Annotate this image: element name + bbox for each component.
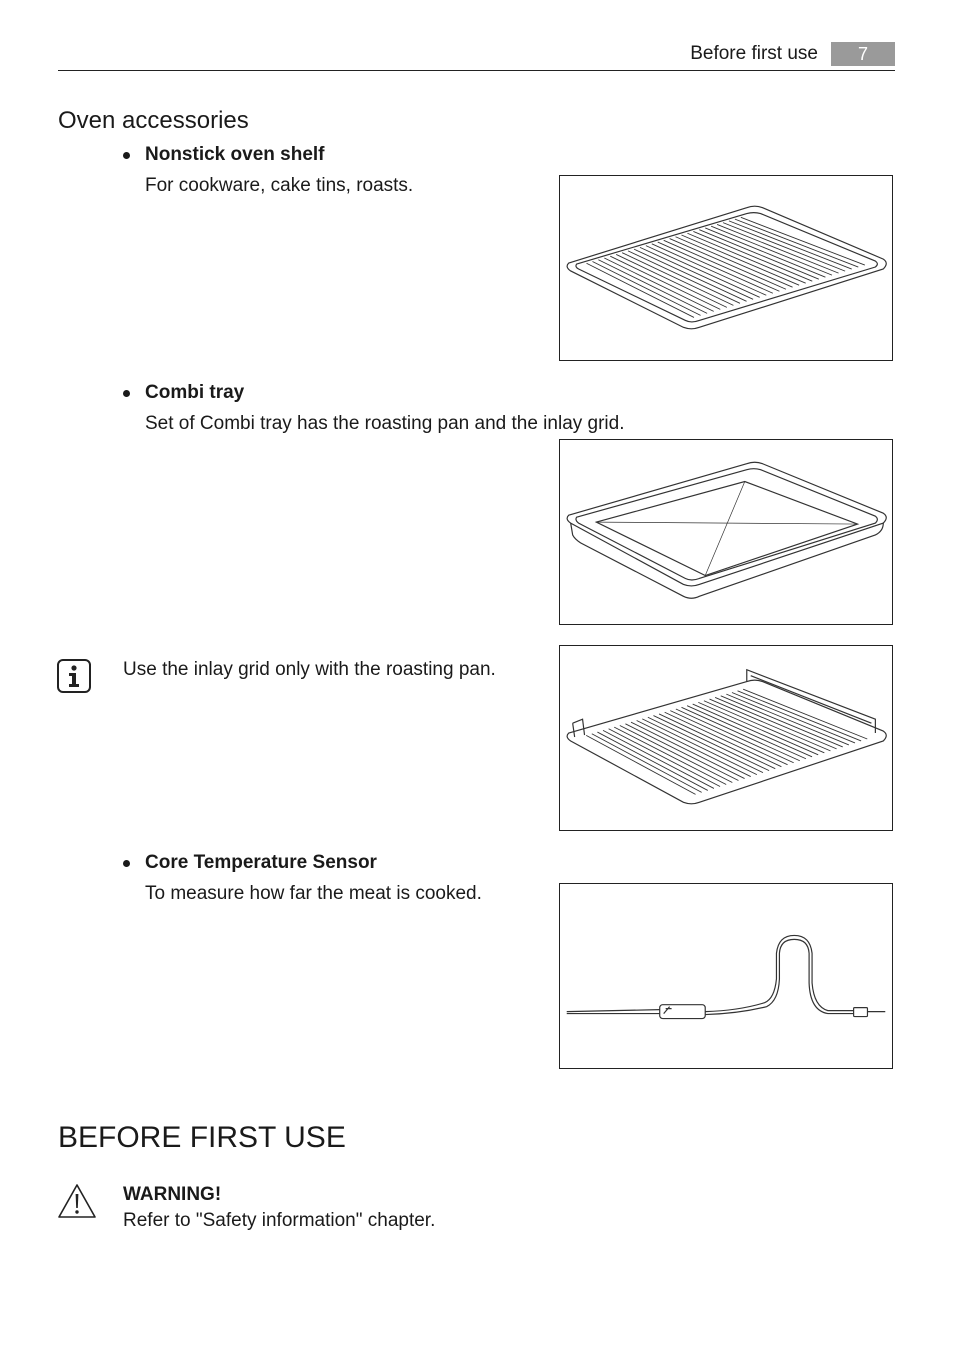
info-note-text: Use the inlay grid only with the roasting pan. [123, 659, 496, 680]
rib-line [592, 261, 700, 315]
bullet-icon [122, 149, 134, 161]
rib-line [616, 254, 727, 307]
item-description-nonstick-shelf: For cookware, cake tins, roasts. [145, 175, 414, 196]
item-title-combi-tray: Combi tray [145, 382, 245, 403]
warning-title: WARNING! [123, 1184, 222, 1205]
nonstick-oven-shelf-illustration [560, 176, 892, 360]
item-title-nonstick-shelf: Nonstick oven shelf [145, 144, 325, 165]
running-header: Before first use [690, 43, 818, 64]
chapter-title: BEFORE FIRST USE [58, 1121, 346, 1154]
info-icon [57, 659, 91, 693]
warning-text: Refer to "Safety information" chapter. [123, 1210, 436, 1231]
rib-line [604, 258, 713, 311]
rib-line [610, 256, 720, 309]
bullet-icon [122, 857, 134, 869]
item-description-combi-tray: Set of Combi tray has the roasting pan and the inlay grid. [145, 413, 625, 434]
rib-line [587, 263, 694, 317]
figure-roasting-pan [559, 439, 893, 625]
page-number: 7 [831, 42, 895, 66]
header-divider [58, 70, 895, 71]
warning-icon [57, 1183, 97, 1219]
bullet-icon [122, 387, 134, 399]
core-temperature-sensor-illustration [560, 884, 892, 1068]
item-description-core-temperature-sensor: To measure how far the meat is cooked. [145, 883, 482, 904]
figure-core-temperature-sensor [559, 883, 893, 1069]
item-title-core-temperature-sensor: Core Temperature Sensor [145, 852, 377, 873]
section-heading: Oven accessories [58, 107, 249, 134]
figure-inlay-grid [559, 645, 893, 831]
inlay-grid-illustration [560, 646, 892, 830]
figure-nonstick-oven-shelf [559, 175, 893, 361]
roasting-pan-illustration [560, 440, 892, 624]
